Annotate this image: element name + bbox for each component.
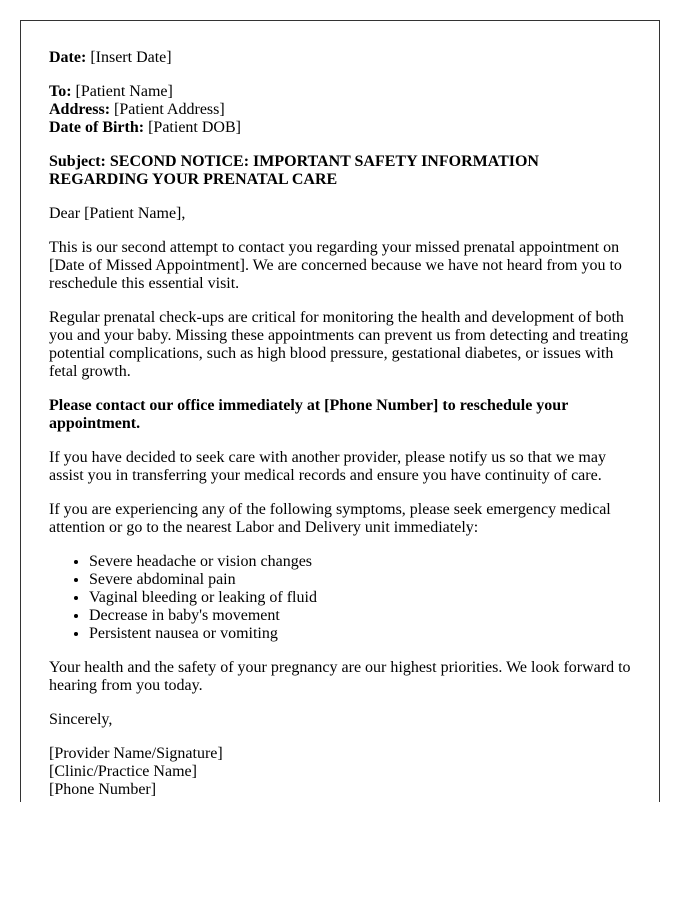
clinic-name: [Clinic/Practice Name] [49,763,197,780]
dob-value: [Patient DOB] [144,119,241,136]
list-item: • Persistent nausea or vomiting [89,625,631,643]
date-value: [Insert Date] [86,49,172,66]
clinic-phone: [Phone Number] [49,781,157,798]
to-label: To: [49,83,72,100]
paragraph-second-attempt: This is our second attempt to contact you regarding your missed prenatal appointment on [Date of Missed Appointment]. We are concerned because we have not heard from you to reschedule this essential visit. [49,239,622,292]
provider-signature: [Provider Name/Signature] [49,745,223,762]
to-value: [Patient Name] [71,83,173,100]
address-label: Address: [49,101,111,118]
paragraph-importance: Regular prenatal check-ups are critical for monitoring the health and development of both you and your baby. Missing these appointments can prevent us from detecting and treating potential complications, such as high blood pressure, gestational diabetes, or issues with fetal growth. [49,309,629,380]
list-item: • Vaginal bleeding or leaking of fluid [89,589,631,607]
symptoms-list [49,553,631,643]
paragraph-call-to-action: Please contact our office immediately at [Phone Number] to reschedule your appointment. [49,397,569,432]
paragraph-symptoms-intro: If you are experiencing any of the following symptoms, please seek emergency medical attention or go to the nearest Labor and Delivery unit immediately: [49,501,611,536]
list-item: • Severe headache or vision changes [89,553,631,571]
list-item: • Decrease in baby's movement [89,607,631,625]
paragraph-other-provider: If you have decided to seek care with another provider, please notify us so that we may assist you in transferring your medical records and ensure you have continuity of care. [49,449,606,484]
closing-paragraph: Your health and the safety of your pregnancy are our highest priorities. We look forward to hearing from you today. [49,659,631,694]
date-label: Date: [49,49,87,66]
recipient-block [49,83,631,137]
signoff: Sincerely, [49,711,113,728]
address-value: [Patient Address] [110,101,225,118]
list-item: • Severe abdominal pain [89,571,631,589]
dob-label: Date of Birth: [49,119,145,136]
date-line [49,49,631,67]
signature-block [49,745,631,799]
subject-line: Subject: SECOND NOTICE: IMPORTANT SAFETY INFORMATION REGARDING YOUR PRENATAL CARE [49,153,539,188]
salutation: Dear [Patient Name], [49,205,186,222]
letter-document [20,20,660,802]
